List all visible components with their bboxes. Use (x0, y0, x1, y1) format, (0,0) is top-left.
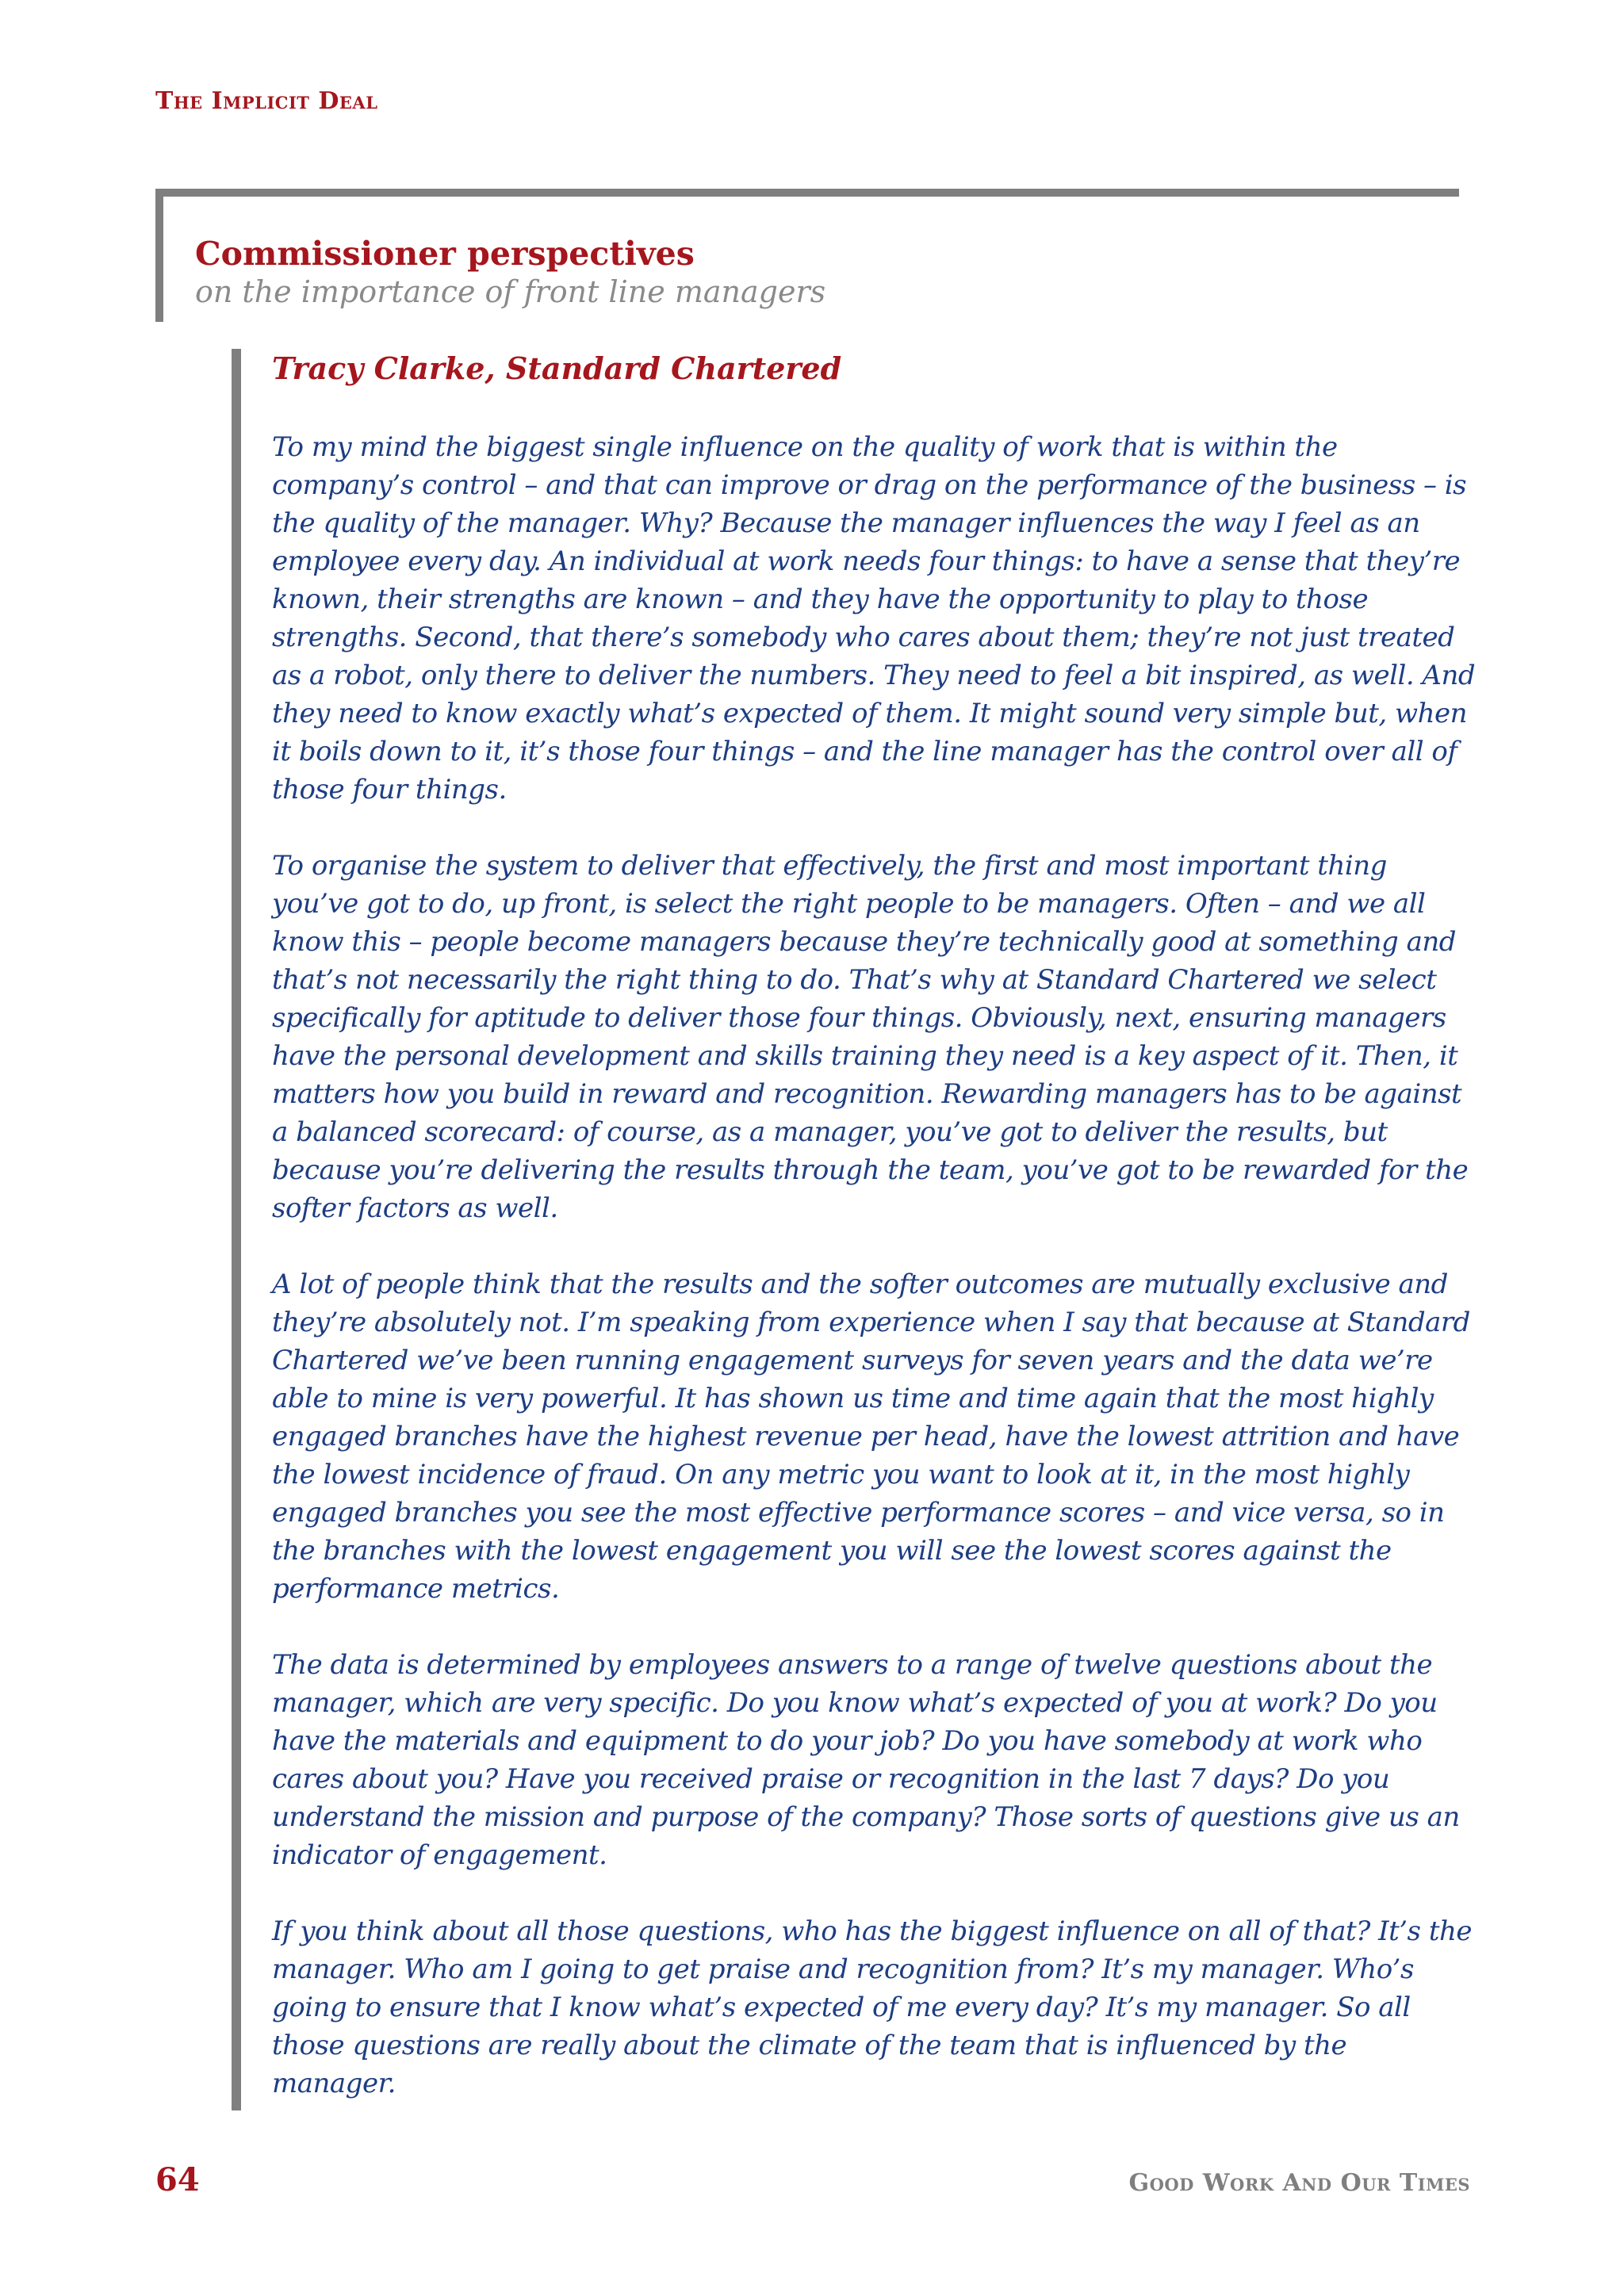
box-left-rule (155, 189, 163, 322)
quote-paragraph: To my mind the biggest single influence on the quality of work that is within the company’s control – and that can improve or drag on the performance of the business – is the quality of the manager. Why? Because the manager influences the way I feel as an employee every day. An individual at work needs four things: to have a sense that they’re known, their strengths are known – and they have the opportunity to play to those strengths. Second, that there’s somebody who cares about them; they’re not just treated as a robot, only there to deliver the numbers. They need to feel a bit inspired, as well. And they need to know exactly what’s expected of them. It might sound very simple but, when it boils down to it, it’s those four things – and the line manager has the control over all of those four things. (272, 431, 1476, 806)
quote-body (272, 428, 1477, 2103)
box-top-rule (155, 189, 1459, 197)
running-header-title: The Implicit Deal (155, 87, 378, 115)
box-title: Commissioner perspectives (195, 235, 695, 273)
box-subtitle: on the importance of front line managers (195, 274, 826, 309)
quote-paragraph: To organise the system to deliver that effectively, the first and most important thing you’ve got to do, up front, is select the right people to be managers. Often – and we all know this – people become managers because they’re technically good at something and that’s not necessarily the right thing to do. That’s why at Standard Chartered we select specifically for aptitude to deliver those four things. Obviously, next, ensuring managers have the personal development and skills training they need is a key aspect of it. Then, it matters how you build in reward and recognition. Rewarding managers has to be against a balanced scorecard: of course, as a manager, you’ve got to deliver the results, but because you’re delivering the results through the team, you’ve got to be rewarded for the softer factors as well. (272, 850, 1469, 1224)
quote-speaker: Tracy Clarke, Standard Chartered (272, 350, 842, 386)
quote-rule (232, 349, 241, 2110)
page-number: 64 (155, 2161, 200, 2198)
quote-paragraph: If you think about all those questions, who has the biggest influence on all of that? It’s the manager. Who am I going to get praise and recognition from? It’s my manager. Who’s going to ensure that I know what’s expected of me every day? It’s my manager. So all those questions are really about the climate of the team that is influenced by the manager. (272, 1915, 1472, 2099)
running-footer-title: Good Work And Our Times (1128, 2169, 1470, 2197)
quote-paragraph: A lot of people think that the results and the softer outcomes are mutually exclusive and they’re absolutely not. I’m speaking from experience when I say that because at Standard Chartered we’ve been running engagement surveys for seven years and the data we’re able to mine is very powerful. It has shown us time and time again that the most highly engaged branches have the highest revenue per head, have the lowest attrition and have the lowest incidence of fraud. On any metric you want to look at it, in the most highly engaged branches you see the most effective performance scores – and vice versa, so in the branches with the lowest engagement you will see the lowest scores against the performance metrics. (272, 1269, 1470, 1605)
quote-paragraph: The data is determined by employees answers to a range of twelve questions about the manager, which are very specific. Do you know what’s expected of you at work? Do you have the materials and equipment to do your job? Do you have somebody at work who cares about you? Have you received praise or recognition in the last 7 days? Do you understand the mission and purpose of the company? Those sorts of questions give us an indicator of engagement. (272, 1649, 1460, 1871)
